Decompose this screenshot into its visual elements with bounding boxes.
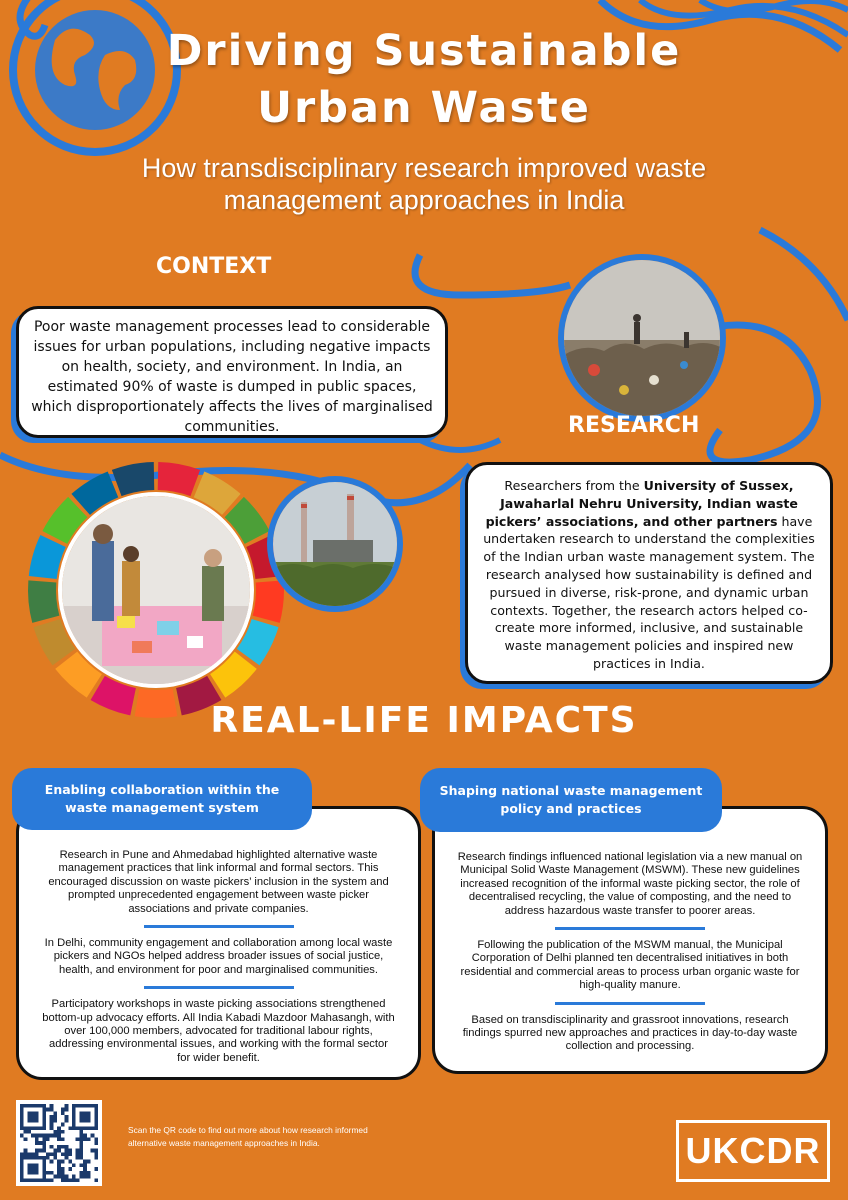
impact-tag-collaboration: Enabling collaboration within the waste management system <box>12 768 312 830</box>
sdg-ring-segment <box>158 462 200 496</box>
impact-paragraph: Participatory workshops in waste picking associations strengthened bottom-up advocacy efforts. All India Kabadi Mazdoor Mahasangh, with over 100,000 members, advocated for traditional labour rights, addressing environmental issues, and working with the formal sector for wider benefit. <box>42 998 395 1064</box>
subtitle: How transdisciplinary research improved waste management approaches in India <box>141 153 707 215</box>
impact-paragraph: In Delhi, community engagement and collaboration among local waste pickers and NGOs helped address broader issues of social justice, health, and environment for poor and marginalised communities. <box>44 937 393 976</box>
ukcdr-logo: UKCDR <box>676 1120 830 1182</box>
impact-paragraph: Following the publication of the MSWM manual, the Municipal Corporation of Delhi planned ten decentralised initiatives in both residential and commercial areas to process urban organic waste for high-quality manure. <box>460 939 800 992</box>
context-heading: CONTEXT <box>156 254 272 279</box>
landfill-photo <box>558 254 726 422</box>
workshop-photo <box>58 492 254 688</box>
impacts-heading: REAL-LIFE IMPACTS <box>210 700 638 741</box>
research-partners: University of Sussex, Jawaharlal Nehru University, Indian waste pickers’ associations, and other partners <box>485 478 798 529</box>
power-plant-photo <box>267 476 403 612</box>
impact-paragraph: Research in Pune and Ahmedabad highlighted alternative waste management practices that link informal and formal sectors. This encouraged discussion on waste pickers’ inclusion in the system and prompted unprecedented engagement between waste picker associations and private companies. <box>48 849 389 915</box>
sdg-ring-segment <box>28 580 59 622</box>
divider <box>555 927 705 930</box>
research-body: have undertaken research to understand the complexities of the Indian urban waste management system. The research analysed how sustainability is defined and pursued in diverse, risk-prone, and dynamic urban contexts. Together, the research actors helped co-create more informed, inclusive, and sustainable waste management policies and inspired new practices in India. <box>483 513 815 671</box>
impact-paragraph: Based on transdisciplinarity and grassroot innovations, research findings spurred new approaches and practices in day-to-day waste collection and processing. <box>462 1013 798 1053</box>
research-heading: RESEARCH <box>568 413 700 438</box>
title-line-2: Urban Waste <box>257 83 591 133</box>
impact-tag-policy: Shaping national waste management policy and practices <box>420 768 722 832</box>
context-text: Poor waste management processes lead to considerable issues for urban populations, including negative impacts on health, society, and environment. In India, an estimated 90% of waste is dumped in public spaces, which disproportionately affects the lives of marginalised communities. <box>31 319 433 435</box>
title-line-1: Driving Sustainable <box>166 26 682 76</box>
research-intro: Researchers from the <box>504 478 644 493</box>
research-box <box>465 462 833 684</box>
qr-code[interactable] <box>16 1100 102 1186</box>
impact-card-policy <box>432 806 828 1074</box>
sdg-ring-segment <box>253 580 284 622</box>
impact-paragraph: Research findings influenced national legislation via a new manual on Municipal Solid Waste Management (MSWM). These new guidelines increased recognition of the informal waste picking sector, the role of decentralised recycling, the value of composting, and the need to address hazardous waste transfer to poorer areas. <box>457 851 803 917</box>
context-box <box>16 306 448 438</box>
impact-card-collaboration <box>16 806 421 1080</box>
divider <box>144 986 294 989</box>
scan-instructions: Scan the QR code to find out more about how research informed alternative waste management approaches in India. <box>128 1125 368 1148</box>
divider <box>144 925 294 928</box>
divider <box>555 1002 705 1005</box>
sdg-ring-segment <box>112 462 154 496</box>
